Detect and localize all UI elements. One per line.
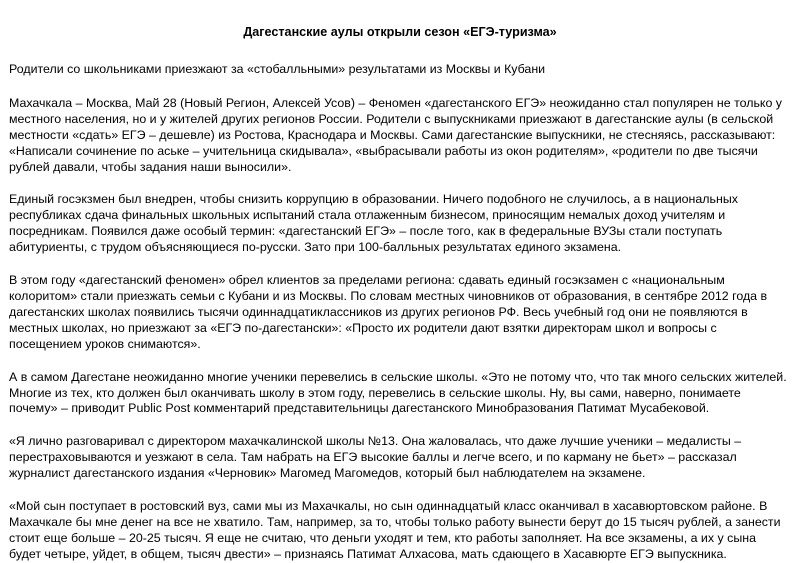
article-paragraph: «Я лично разговаривал с директором махачкалинской школы №13. Она жаловалась, что даже лучшие ученики – медалисты – перестраховываются и уезжают в села. Там набрать на ЕГЭ высокие баллы и легче всего, и по карману не бьет» – рассказал журналист дагестанского издания «Черновик» Магомед Магомедов, который был наблюдателем на экзамене.: [9, 434, 742, 481]
article-paragraph: Единый госэкзмен был внедрен, чтобы снизить коррупцию в образовании. Ничего подобного не случилось, а в национальных республиках сдача финальных школьных испытаний стала отлаженным бизнесом, приносящим немалых доход учителям и посредникам. Появился даже особый термин: «дагестанский ЕГЭ» – после того, как в федеральные ВУЗы стали поступать абитуриенты, с трудом объясняющиеся по-русски. Зато при 100-балльных результатах единого экзамена.: [9, 192, 738, 255]
article-paragraph: Махачкала – Москва, Май 28 (Новый Регион, Алексей Усов) – Феномен «дагестанского ЕГЭ» неожиданно стал популярен не только у местного населения, но и у жителей других регионов России. Родители с выпускниками приезжают в дагестанские аулы (в сельской местности «сдать» ЕГЭ – дешевле) из Ростова, Краснодара и Москвы. Сами дагестанские выпускники, не стесняясь, рассказывают: «Написали сочинение по аське – учительница скидывала», «выбрасывали работы из окон родителям», «родители по две тысячи рублей давали, чтобы задания наши выносили».: [9, 95, 782, 174]
article-paragraph: А в самом Дагестане неожиданно многие ученики перевелись в сельские школы. «Это не потому что, что так много сельских жителей. Многие из тех, кто должен был оканчивать школу в этом году, перевелись в сельские школы. Ну, вы сами, наверно, понимаете почему» – приводит Public Post комментарий представительницы дагестанского Минобразования Патимат Мусабековой.: [9, 369, 787, 416]
article-paragraph: «Мой сын поступает в ростовский вуз, сами мы из Махачкалы, но сын одиннадцатый класс оканчивал в хасавюртовском районе. В Махачкале бы мне денег на все не хватило. Там, например, за то, чтобы только работу вынести берут до 15 тысяч рублей, а занести стоит еще больше – 20-25 тысяч. Я еще не считаю, что деньги уходят и тем, кто работы заполняет. На все экзамены, а их у сына будет четыре, уйдет, в общем, тысяч двести» – признаясь Патимат Алхасова, мать сдающего в Хасавюрте ЕГЭ выпускника.: [9, 499, 781, 561]
article-subtitle: Родители со школьниками приезжают за «стобалльными» результатами из Москвы и Кубани: [9, 62, 546, 76]
article-paragraph: В этом году «дагестанский феномен» обрел клиентов за пределами региона: сдавать единый госэкзамен с «национальным колоритом» стали приезжать семьи с Кубани и из Москвы. По словам местных чиновников от образования, в сентябре 2012 года в дагестанских школах появились тысячи одиннадцатиклассников из других регионов РФ. Весь учебный год они не появляются в местных школах, но приезжают за «ЕГЭ по-дагестански»: «Просто их родители дают взятки директорам школ и вопросы с посещением уроков снимаются».: [9, 273, 768, 351]
article-title: Дагестанские аулы открыли сезон «ЕГЭ-туризма»: [243, 25, 557, 39]
